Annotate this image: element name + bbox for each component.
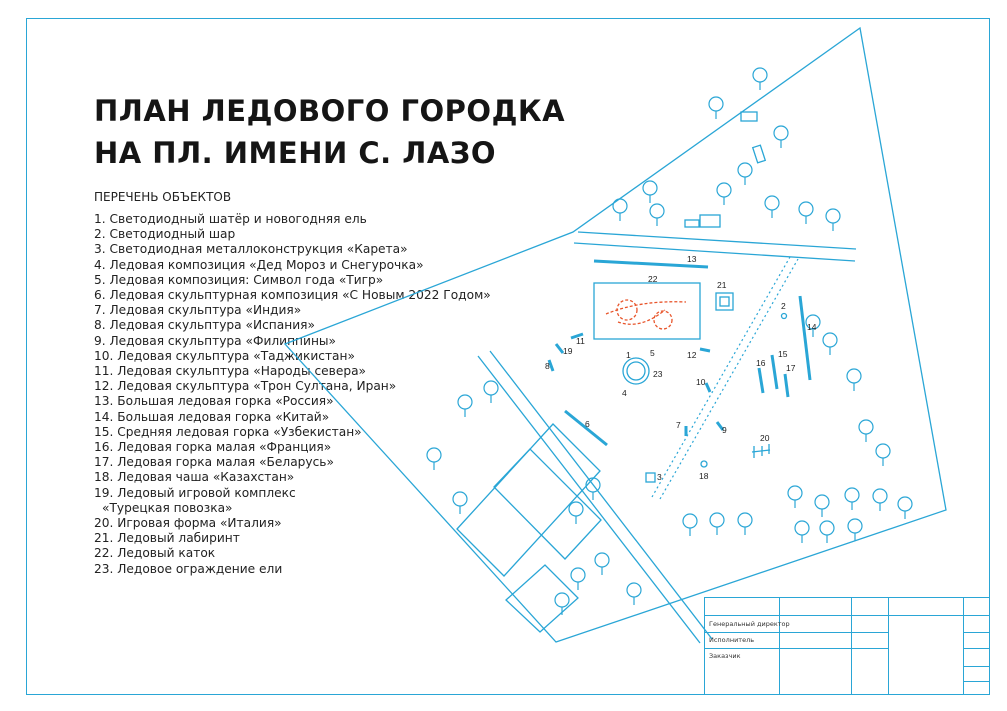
tree-icon <box>710 513 724 535</box>
map-object-label: 18 <box>699 471 709 481</box>
map-object-label: 1 <box>626 350 631 360</box>
map-object-label: 22 <box>648 274 658 284</box>
led-ball <box>782 314 787 319</box>
legend-item: 5. Ледовая композиция: Символ года «Тигр» <box>94 272 384 287</box>
kiosk <box>741 112 757 121</box>
map-object-label: 23 <box>653 369 663 379</box>
legend-item: 17. Ледовая горка малая «Беларусь» <box>94 455 334 470</box>
tree-icon <box>709 97 723 119</box>
map-object-label: 3 <box>657 472 662 482</box>
legend-item: 1. Светодиодный шатёр и новогодняя ель <box>94 212 367 226</box>
legend-item: 15. Средняя ледовая горка «Узбекистан» <box>94 424 362 439</box>
sculpture <box>700 349 710 351</box>
tree-icon <box>458 395 472 417</box>
tree-icon <box>898 497 912 519</box>
ice-labyrinth <box>716 293 733 310</box>
map-object-label: 8 <box>545 361 550 371</box>
skating-rink <box>594 283 700 339</box>
map-object-label: 20 <box>760 433 770 443</box>
tree-icon <box>848 519 862 541</box>
tree-icon <box>650 204 664 226</box>
legend-item: 2. Светодиодный шар <box>94 227 236 242</box>
tree-icon <box>484 381 498 403</box>
road-edge <box>478 356 700 643</box>
tree-icon <box>738 513 752 535</box>
map-object-label: 6 <box>585 419 590 429</box>
map-object-label: 11 <box>576 336 585 346</box>
tree-icon <box>627 583 641 605</box>
tree-icon <box>586 478 600 500</box>
map-object-label: 21 <box>717 280 727 290</box>
map-object-label: 14 <box>807 322 817 332</box>
map-object-label: 5 <box>650 348 655 358</box>
ice-bowl <box>701 461 707 467</box>
sculpture <box>556 344 563 353</box>
tree-icon <box>826 209 840 231</box>
tree-icon <box>774 126 788 148</box>
legend-item: 19. Ледовый игровой комплекс <box>94 485 296 500</box>
small-slide <box>785 374 788 397</box>
tree-icon <box>815 495 829 517</box>
tree-icon <box>845 488 859 510</box>
customer-label: Заказчик <box>709 652 741 660</box>
kiosk <box>700 215 720 227</box>
tree-icon <box>569 502 583 524</box>
legend-item: 13. Большая ледовая горка «Россия» <box>94 394 334 409</box>
tree-icon <box>765 196 779 218</box>
executor-label: Исполнитель <box>709 636 755 644</box>
tree-icon <box>643 181 657 203</box>
legend-item: 9. Ледовая скульптура «Филиппины» <box>94 333 336 348</box>
medium-slide <box>772 355 777 389</box>
title-line-1: ПЛАН ЛЕДОВОГО ГОРОДКА <box>94 94 566 128</box>
legend-item: «Турецкая повозка» <box>102 500 233 515</box>
site-boundary <box>285 28 946 642</box>
small-slide <box>759 368 763 393</box>
tree-icon <box>753 68 767 90</box>
tree-icon <box>823 333 837 355</box>
map-object-label: 4 <box>622 388 627 398</box>
legend-item: 3. Светодиодная металлоконструкция «Карета» <box>94 242 408 257</box>
map-object-label: 10 <box>696 377 706 387</box>
tree-icon <box>820 521 834 543</box>
map-object-label: 17 <box>786 363 796 373</box>
legend-item: 21. Ледовый лабиринт <box>94 531 240 546</box>
tree-icon <box>571 568 585 590</box>
map-object-label: 9 <box>722 425 727 435</box>
kiosk <box>685 220 699 227</box>
map-object-label: 15 <box>778 349 788 359</box>
road-edge <box>490 351 712 639</box>
legend-item: 20. Игровая форма «Италия» <box>94 516 282 531</box>
legend-item: 7. Ледовая скульптура «Индия» <box>94 303 302 318</box>
legend-heading: ПЕРЕЧЕНЬ ОБЪЕКТОВ <box>94 190 232 204</box>
tree-icon <box>799 202 813 224</box>
tree-icon <box>453 492 467 514</box>
legend-item: 22. Ледовый каток <box>94 546 216 561</box>
legend-item: 18. Ледовая чаша «Казахстан» <box>94 470 295 485</box>
map-object-label: 2 <box>781 301 786 311</box>
footpath <box>660 259 798 499</box>
led-carriage <box>646 473 655 482</box>
tree-fence <box>627 362 645 380</box>
tree-icon <box>876 444 890 466</box>
play-form <box>752 450 770 452</box>
spruce-drawing <box>617 300 637 320</box>
tree-icon <box>795 521 809 543</box>
tree-icon <box>427 448 441 470</box>
legend-item: 6. Ледовая скульптурная композиция «С Новым 2022 Годом» <box>94 288 491 303</box>
road-edge <box>574 243 855 261</box>
sculpture <box>706 383 710 392</box>
title-line-2: НА ПЛ. ИМЕНИ С. ЛАЗО <box>94 136 497 170</box>
tree-icon <box>683 514 697 536</box>
building <box>457 424 600 576</box>
title-block <box>704 597 990 695</box>
tree-icon <box>555 593 569 615</box>
tree-icon <box>788 486 802 508</box>
big-slide-china <box>800 296 810 380</box>
map-object-label: 16 <box>756 358 766 368</box>
tree-icon <box>873 489 887 511</box>
legend-item: 23. Ледовое ограждение ели <box>94 561 283 576</box>
legend-item: 4. Ледовая композиция «Дед Мороз и Снегурочка» <box>94 257 424 272</box>
building <box>494 449 601 559</box>
map-object-label: 13 <box>687 254 697 264</box>
tree-icon <box>595 553 609 575</box>
map-object-label: 12 <box>687 350 697 360</box>
map-object-label: 7 <box>676 420 681 430</box>
tree-icon <box>847 369 861 391</box>
legend-item: 8. Ледовая скульптура «Испания» <box>94 318 315 333</box>
legend-item: 10. Ледовая скульптура «Таджикистан» <box>94 348 355 363</box>
tree-icon <box>717 183 731 205</box>
tree-icon <box>738 163 752 185</box>
legend-item: 11. Ледовая скульптура «Народы севера» <box>94 364 367 379</box>
director-label: Генеральный директор <box>709 620 790 628</box>
legend-item: 14. Большая ледовая горка «Китай» <box>94 409 330 424</box>
kiosk <box>753 145 766 163</box>
legend-item: 12. Ледовая скульптура «Трон Султана, Иран» <box>94 379 397 394</box>
map-object-label: 19 <box>563 346 573 356</box>
legend-item: 16. Ледовая горка малая «Франция» <box>94 440 332 455</box>
tree-icon <box>859 420 873 442</box>
